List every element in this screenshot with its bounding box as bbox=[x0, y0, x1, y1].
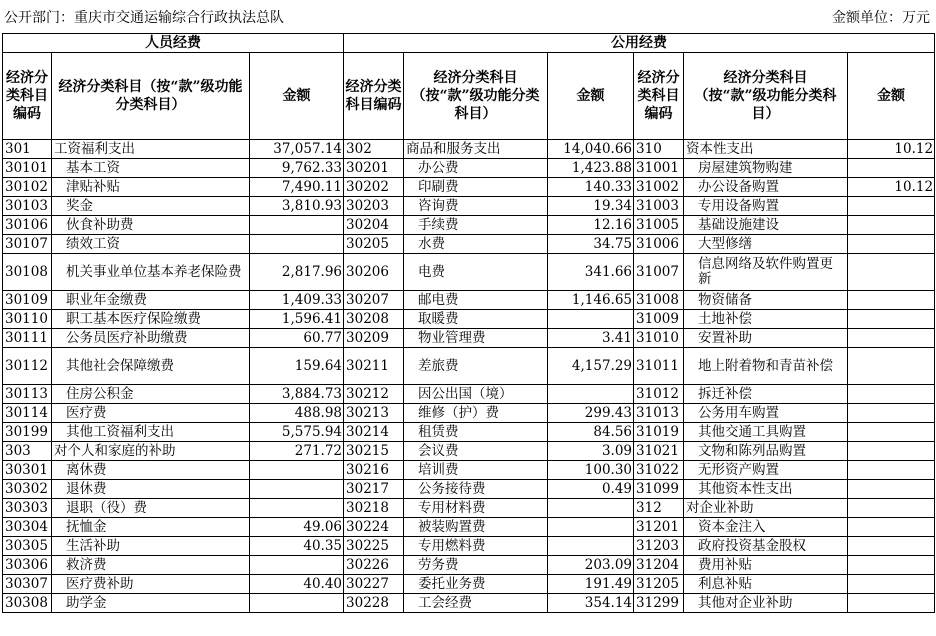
table-row bbox=[3, 423, 935, 442]
goods-name-cell: 委托业务费 bbox=[404, 575, 548, 594]
personnel-code-cell: 30306 bbox=[3, 556, 52, 575]
personnel-name-cell: 奖金 bbox=[52, 197, 250, 216]
personnel-name-cell: 其他社会保障缴费 bbox=[52, 348, 250, 385]
personnel-amount-cell bbox=[250, 480, 344, 499]
goods-name-cell: 办公费 bbox=[404, 159, 548, 178]
goods-amount-cell: 140.33 bbox=[548, 178, 634, 197]
goods-amount-cell: 100.30 bbox=[548, 461, 634, 480]
table-row bbox=[3, 480, 935, 499]
personnel-code-cell: 30301 bbox=[3, 461, 52, 480]
table-row bbox=[3, 461, 935, 480]
goods-code-header: 经济分类科目编码 bbox=[344, 53, 404, 140]
goods-name-cell: 手续费 bbox=[404, 216, 548, 235]
goods-name-header: 经济分类科目（按“款”级功能分类科目） bbox=[404, 53, 548, 140]
capital-name-cell: 土地补偿 bbox=[684, 310, 848, 329]
personnel-amount-cell: 5,575.94 bbox=[250, 423, 344, 442]
goods-amount-cell: 3.09 bbox=[548, 442, 634, 461]
capital-code-cell: 31099 bbox=[634, 480, 684, 499]
table-body bbox=[3, 140, 935, 613]
department-label: 公开部门：重庆市交通运输综合行政执法总队 bbox=[4, 10, 284, 26]
personnel-code-cell: 30114 bbox=[3, 404, 52, 423]
capital-code-cell: 31205 bbox=[634, 575, 684, 594]
personnel-code-cell: 30108 bbox=[3, 254, 52, 291]
table-row bbox=[3, 404, 935, 423]
goods-name-cell: 邮电费 bbox=[404, 291, 548, 310]
capital-amount-cell bbox=[848, 499, 935, 518]
goods-amount-cell: 14,040.66 bbox=[548, 140, 634, 159]
personnel-code-cell: 30302 bbox=[3, 480, 52, 499]
personnel-name-cell: 对个人和家庭的补助 bbox=[52, 442, 250, 461]
personnel-amount-cell: 488.98 bbox=[250, 404, 344, 423]
capital-code-cell: 310 bbox=[634, 140, 684, 159]
goods-amount-cell bbox=[548, 385, 634, 404]
capital-amount-cell bbox=[848, 423, 935, 442]
goods-name-cell: 租赁费 bbox=[404, 423, 548, 442]
personnel-code-cell: 303 bbox=[3, 442, 52, 461]
personnel-code-cell: 30307 bbox=[3, 575, 52, 594]
personnel-amount-cell: 9,762.33 bbox=[250, 159, 344, 178]
personnel-name-cell: 基本工资 bbox=[52, 159, 250, 178]
capital-name-cell: 资本性支出 bbox=[684, 140, 848, 159]
personnel-amount-cell: 1,596.41 bbox=[250, 310, 344, 329]
personnel-amount-cell bbox=[250, 556, 344, 575]
capital-code-cell: 31019 bbox=[634, 423, 684, 442]
capital-name-cell: 其他资本性支出 bbox=[684, 480, 848, 499]
personnel-amount-cell bbox=[250, 594, 344, 613]
capital-name-cell: 无形资产购置 bbox=[684, 461, 848, 480]
personnel-amount-cell: 7,490.11 bbox=[250, 178, 344, 197]
public-group-header: 公用经费 bbox=[344, 34, 935, 53]
goods-code-cell: 30224 bbox=[344, 518, 404, 537]
goods-code-cell: 302 bbox=[344, 140, 404, 159]
personnel-amount-cell: 2,817.96 bbox=[250, 254, 344, 291]
personnel-name-cell: 其他工资福利支出 bbox=[52, 423, 250, 442]
table-row bbox=[3, 499, 935, 518]
goods-amount-cell: 84.56 bbox=[548, 423, 634, 442]
personnel-code-cell: 30304 bbox=[3, 518, 52, 537]
capital-amount-cell bbox=[848, 442, 935, 461]
goods-code-cell: 30205 bbox=[344, 235, 404, 254]
table-row bbox=[3, 254, 935, 291]
goods-code-cell: 30211 bbox=[344, 348, 404, 385]
capital-amount-cell bbox=[848, 235, 935, 254]
personnel-amount-cell: 3,884.73 bbox=[250, 385, 344, 404]
capital-amount-cell bbox=[848, 461, 935, 480]
personnel-name-header: 经济分类科目（按“款”级功能分类科目） bbox=[52, 53, 250, 140]
goods-amount-cell bbox=[548, 310, 634, 329]
goods-amount-header: 金额 bbox=[548, 53, 634, 140]
capital-amount-cell bbox=[848, 310, 935, 329]
personnel-code-cell: 30103 bbox=[3, 197, 52, 216]
personnel-name-cell: 医疗费补助 bbox=[52, 575, 250, 594]
capital-amount-cell bbox=[848, 518, 935, 537]
goods-code-cell: 30227 bbox=[344, 575, 404, 594]
personnel-code-cell: 30102 bbox=[3, 178, 52, 197]
capital-code-cell: 31204 bbox=[634, 556, 684, 575]
goods-name-cell: 会议费 bbox=[404, 442, 548, 461]
goods-code-cell: 30216 bbox=[344, 461, 404, 480]
goods-amount-cell bbox=[548, 537, 634, 556]
capital-amount-cell bbox=[848, 556, 935, 575]
capital-code-cell: 31005 bbox=[634, 216, 684, 235]
goods-code-cell: 30204 bbox=[344, 216, 404, 235]
goods-code-cell: 30215 bbox=[344, 442, 404, 461]
personnel-code-cell: 30106 bbox=[3, 216, 52, 235]
table-row bbox=[3, 216, 935, 235]
personnel-name-cell: 伙食补助费 bbox=[52, 216, 250, 235]
goods-code-cell: 30225 bbox=[344, 537, 404, 556]
personnel-name-cell: 津贴补贴 bbox=[52, 178, 250, 197]
personnel-amount-cell: 40.35 bbox=[250, 537, 344, 556]
goods-name-cell: 被装购置费 bbox=[404, 518, 548, 537]
capital-name-cell: 拆迁补偿 bbox=[684, 385, 848, 404]
goods-amount-cell bbox=[548, 499, 634, 518]
goods-code-cell: 30201 bbox=[344, 159, 404, 178]
goods-name-cell: 水费 bbox=[404, 235, 548, 254]
capital-amount-cell bbox=[848, 575, 935, 594]
capital-amount-cell: 10.12 bbox=[848, 178, 935, 197]
goods-name-cell: 物业管理费 bbox=[404, 329, 548, 348]
capital-amount-cell bbox=[848, 348, 935, 385]
personnel-name-cell: 工资福利支出 bbox=[52, 140, 250, 159]
personnel-name-cell: 机关事业单位基本养老保险费 bbox=[52, 254, 250, 291]
capital-name-cell: 政府投资基金股权 bbox=[684, 537, 848, 556]
capital-amount-cell: 10.12 bbox=[848, 140, 935, 159]
goods-name-cell: 工会经费 bbox=[404, 594, 548, 613]
goods-amount-cell: 1,423.88 bbox=[548, 159, 634, 178]
table-row bbox=[3, 197, 935, 216]
capital-amount-cell bbox=[848, 594, 935, 613]
goods-code-cell: 30203 bbox=[344, 197, 404, 216]
capital-name-cell: 基础设施建设 bbox=[684, 216, 848, 235]
table-row bbox=[3, 291, 935, 310]
personnel-amount-cell bbox=[250, 216, 344, 235]
personnel-name-cell: 离休费 bbox=[52, 461, 250, 480]
capital-amount-cell bbox=[848, 159, 935, 178]
capital-name-cell: 利息补贴 bbox=[684, 575, 848, 594]
table-row bbox=[3, 159, 935, 178]
personnel-amount-cell: 271.72 bbox=[250, 442, 344, 461]
capital-name-cell: 房屋建筑物购建 bbox=[684, 159, 848, 178]
personnel-amount-cell: 3,810.93 bbox=[250, 197, 344, 216]
goods-name-cell: 取暖费 bbox=[404, 310, 548, 329]
goods-name-cell: 培训费 bbox=[404, 461, 548, 480]
capital-code-cell: 31003 bbox=[634, 197, 684, 216]
column-header-row bbox=[3, 53, 935, 140]
table-row bbox=[3, 348, 935, 385]
capital-name-cell: 对企业补助 bbox=[684, 499, 848, 518]
personnel-amount-header: 金额 bbox=[250, 53, 344, 140]
goods-name-cell: 维修（护）费 bbox=[404, 404, 548, 423]
capital-code-cell: 312 bbox=[634, 499, 684, 518]
personnel-name-cell: 退休费 bbox=[52, 480, 250, 499]
personnel-name-cell: 绩效工资 bbox=[52, 235, 250, 254]
capital-name-cell: 物资储备 bbox=[684, 291, 848, 310]
capital-code-cell: 31002 bbox=[634, 178, 684, 197]
table-row bbox=[3, 140, 935, 159]
goods-amount-cell: 19.34 bbox=[548, 197, 634, 216]
goods-amount-cell: 191.49 bbox=[548, 575, 634, 594]
personnel-name-cell: 救济费 bbox=[52, 556, 250, 575]
capital-name-cell: 资本金注入 bbox=[684, 518, 848, 537]
personnel-code-header: 经济分类科目编码 bbox=[3, 53, 52, 140]
personnel-code-cell: 30110 bbox=[3, 310, 52, 329]
personnel-name-cell: 职业年金缴费 bbox=[52, 291, 250, 310]
personnel-amount-cell bbox=[250, 499, 344, 518]
table-row bbox=[3, 235, 935, 254]
goods-name-cell: 公务接待费 bbox=[404, 480, 548, 499]
goods-amount-cell: 299.43 bbox=[548, 404, 634, 423]
capital-name-cell: 文物和陈列品购置 bbox=[684, 442, 848, 461]
capital-amount-cell bbox=[848, 329, 935, 348]
goods-amount-cell: 341.66 bbox=[548, 254, 634, 291]
goods-name-cell: 差旅费 bbox=[404, 348, 548, 385]
money-unit-label: 金额单位：万元 bbox=[832, 10, 930, 26]
capital-name-cell: 其他交通工具购置 bbox=[684, 423, 848, 442]
table-row bbox=[3, 575, 935, 594]
personnel-code-cell: 30101 bbox=[3, 159, 52, 178]
capital-name-cell: 大型修缮 bbox=[684, 235, 848, 254]
goods-name-cell: 劳务费 bbox=[404, 556, 548, 575]
capital-amount-cell bbox=[848, 254, 935, 291]
personnel-name-cell: 职工基本医疗保险缴费 bbox=[52, 310, 250, 329]
personnel-amount-cell: 37,057.14 bbox=[250, 140, 344, 159]
table-row bbox=[3, 518, 935, 537]
goods-name-cell: 因公出国（境） bbox=[404, 385, 548, 404]
capital-code-cell: 31022 bbox=[634, 461, 684, 480]
capital-name-cell: 信息网络及软件购置更新 bbox=[684, 254, 848, 291]
personnel-code-cell: 30305 bbox=[3, 537, 52, 556]
capital-code-header: 经济分类科目编码 bbox=[634, 53, 684, 140]
goods-amount-cell: 34.75 bbox=[548, 235, 634, 254]
capital-code-cell: 31021 bbox=[634, 442, 684, 461]
capital-code-cell: 31007 bbox=[634, 254, 684, 291]
goods-code-cell: 30208 bbox=[344, 310, 404, 329]
goods-code-cell: 30206 bbox=[344, 254, 404, 291]
capital-code-cell: 31012 bbox=[634, 385, 684, 404]
capital-code-cell: 31006 bbox=[634, 235, 684, 254]
goods-code-cell: 30226 bbox=[344, 556, 404, 575]
capital-amount-header: 金额 bbox=[848, 53, 935, 140]
personnel-name-cell: 生活补助 bbox=[52, 537, 250, 556]
report-header bbox=[0, 0, 936, 32]
personnel-name-cell: 退职（役）费 bbox=[52, 499, 250, 518]
capital-name-cell: 公务用车购置 bbox=[684, 404, 848, 423]
goods-amount-cell: 3.41 bbox=[548, 329, 634, 348]
table-row bbox=[3, 537, 935, 556]
expenditure-table bbox=[2, 33, 935, 613]
capital-name-header: 经济分类科目（按“款”级功能分类科目） bbox=[684, 53, 848, 140]
goods-code-cell: 30209 bbox=[344, 329, 404, 348]
capital-code-cell: 31201 bbox=[634, 518, 684, 537]
capital-amount-cell bbox=[848, 537, 935, 556]
personnel-name-cell: 住房公积金 bbox=[52, 385, 250, 404]
group-header-row bbox=[3, 34, 935, 53]
goods-code-cell: 30218 bbox=[344, 499, 404, 518]
table-row bbox=[3, 310, 935, 329]
personnel-code-cell: 30112 bbox=[3, 348, 52, 385]
personnel-code-cell: 30111 bbox=[3, 329, 52, 348]
goods-code-cell: 30207 bbox=[344, 291, 404, 310]
personnel-amount-cell: 60.77 bbox=[250, 329, 344, 348]
capital-amount-cell bbox=[848, 480, 935, 499]
capital-name-cell: 专用设备购置 bbox=[684, 197, 848, 216]
personnel-amount-cell: 49.06 bbox=[250, 518, 344, 537]
capital-name-cell: 费用补贴 bbox=[684, 556, 848, 575]
goods-amount-cell: 4,157.29 bbox=[548, 348, 634, 385]
goods-name-cell: 电费 bbox=[404, 254, 548, 291]
goods-name-cell: 商品和服务支出 bbox=[404, 140, 548, 159]
goods-code-cell: 30212 bbox=[344, 385, 404, 404]
capital-code-cell: 31001 bbox=[634, 159, 684, 178]
personnel-amount-cell: 1,409.33 bbox=[250, 291, 344, 310]
personnel-code-cell: 30308 bbox=[3, 594, 52, 613]
goods-name-cell: 咨询费 bbox=[404, 197, 548, 216]
capital-amount-cell bbox=[848, 404, 935, 423]
capital-code-cell: 31299 bbox=[634, 594, 684, 613]
personnel-name-cell: 助学金 bbox=[52, 594, 250, 613]
personnel-amount-cell: 159.64 bbox=[250, 348, 344, 385]
capital-code-cell: 31203 bbox=[634, 537, 684, 556]
personnel-name-cell: 公务员医疗补助缴费 bbox=[52, 329, 250, 348]
table-row bbox=[3, 178, 935, 197]
personnel-name-cell: 医疗费 bbox=[52, 404, 250, 423]
capital-name-cell: 其他对企业补助 bbox=[684, 594, 848, 613]
personnel-code-cell: 30113 bbox=[3, 385, 52, 404]
personnel-amount-cell bbox=[250, 461, 344, 480]
capital-code-cell: 31008 bbox=[634, 291, 684, 310]
capital-amount-cell bbox=[848, 216, 935, 235]
goods-amount-cell: 354.14 bbox=[548, 594, 634, 613]
personnel-amount-cell bbox=[250, 235, 344, 254]
goods-name-cell: 专用材料费 bbox=[404, 499, 548, 518]
personnel-group-header: 人员经费 bbox=[3, 34, 344, 53]
personnel-code-cell: 30199 bbox=[3, 423, 52, 442]
goods-name-cell: 印刷费 bbox=[404, 178, 548, 197]
goods-code-cell: 30228 bbox=[344, 594, 404, 613]
capital-amount-cell bbox=[848, 291, 935, 310]
personnel-code-cell: 30109 bbox=[3, 291, 52, 310]
table-row bbox=[3, 385, 935, 404]
personnel-amount-cell: 40.40 bbox=[250, 575, 344, 594]
goods-amount-cell bbox=[548, 518, 634, 537]
goods-code-cell: 30217 bbox=[344, 480, 404, 499]
goods-code-cell: 30213 bbox=[344, 404, 404, 423]
capital-code-cell: 31011 bbox=[634, 348, 684, 385]
capital-code-cell: 31010 bbox=[634, 329, 684, 348]
goods-amount-cell: 1,146.65 bbox=[548, 291, 634, 310]
personnel-code-cell: 30107 bbox=[3, 235, 52, 254]
table-row bbox=[3, 442, 935, 461]
capital-name-cell: 地上附着物和青苗补偿 bbox=[684, 348, 848, 385]
capital-code-cell: 31009 bbox=[634, 310, 684, 329]
goods-code-cell: 30214 bbox=[344, 423, 404, 442]
table-row bbox=[3, 329, 935, 348]
capital-code-cell: 31013 bbox=[634, 404, 684, 423]
table-row bbox=[3, 556, 935, 575]
capital-amount-cell bbox=[848, 385, 935, 404]
goods-amount-cell: 12.16 bbox=[548, 216, 634, 235]
personnel-code-cell: 30303 bbox=[3, 499, 52, 518]
goods-code-cell: 30202 bbox=[344, 178, 404, 197]
table-row bbox=[3, 594, 935, 613]
goods-amount-cell: 0.49 bbox=[548, 480, 634, 499]
goods-name-cell: 专用燃料费 bbox=[404, 537, 548, 556]
goods-amount-cell: 203.09 bbox=[548, 556, 634, 575]
personnel-code-cell: 301 bbox=[3, 140, 52, 159]
capital-name-cell: 办公设备购置 bbox=[684, 178, 848, 197]
capital-amount-cell bbox=[848, 197, 935, 216]
capital-name-cell: 安置补助 bbox=[684, 329, 848, 348]
personnel-name-cell: 抚恤金 bbox=[52, 518, 250, 537]
